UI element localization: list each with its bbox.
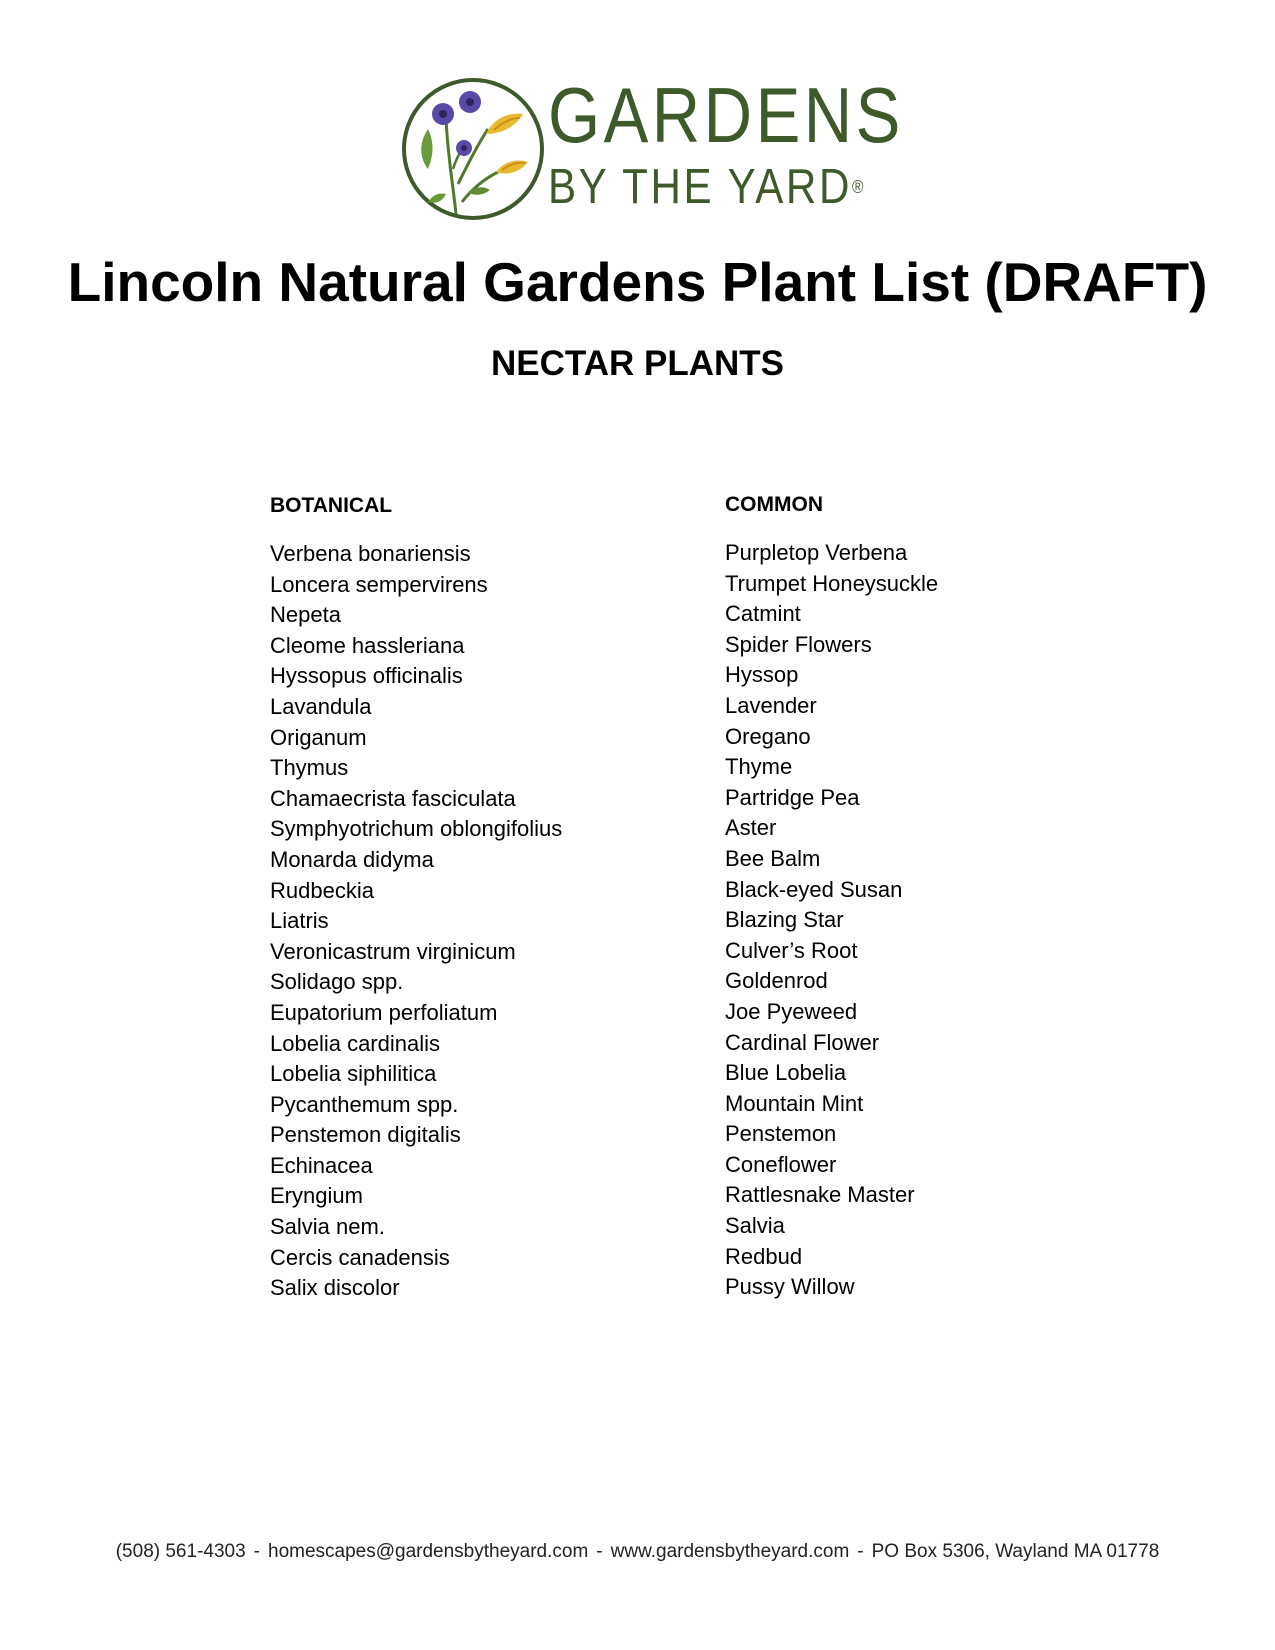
common-name-item: Aster xyxy=(725,815,777,841)
botanical-name-item: Cercis canadensis xyxy=(270,1244,450,1270)
common-name-item: Mountain Mint xyxy=(725,1090,864,1116)
logo-text-gardens: GARDENS xyxy=(548,71,904,159)
botanical-name-item: Salvia nem. xyxy=(270,1214,385,1240)
footer-address: PO Box 5306, Wayland MA 01778 xyxy=(871,1541,1160,1562)
registered-mark: ® xyxy=(851,177,864,197)
common-name-item: Purpletop Verbena xyxy=(725,540,908,565)
common-name-item: Blazing Star xyxy=(725,907,844,933)
botanical-name-item: Eupatorium perfoliatum xyxy=(270,999,498,1025)
botanical-name-item: Chamaecrista fasciculata xyxy=(270,785,516,811)
footer-separator: - xyxy=(857,1541,864,1562)
common-name-item: Pussy Willow xyxy=(725,1274,855,1300)
botanical-name-item: Echinacea xyxy=(270,1152,373,1178)
common-name-item: Cardinal Flower xyxy=(725,1029,880,1055)
common-name-item: Joe Pyeweed xyxy=(725,998,858,1024)
botanical-name-item: Penstemon digitalis xyxy=(270,1122,461,1148)
botanical-name-item: Lobelia siphilitica xyxy=(270,1061,437,1087)
botanical-name-item: Eryngium xyxy=(270,1183,363,1209)
page-title: Lincoln Natural Gardens Plant List (DRAFT) xyxy=(67,251,1208,313)
botanical-name-item: Monarda didyma xyxy=(270,846,434,872)
footer-separator: - xyxy=(596,1541,603,1562)
botanical-name-item: Liatris xyxy=(270,908,329,934)
footer-separator: - xyxy=(253,1541,260,1562)
botanical-name-item: Salix discolor xyxy=(270,1275,400,1301)
botanical-name-item: Cleome hassleriana xyxy=(270,632,465,658)
common-name-item: Bee Balm xyxy=(725,845,821,871)
common-name-item: Oregano xyxy=(725,723,811,749)
logo-text-line2: BY THE YARD xyxy=(548,160,852,214)
section-heading: NECTAR PLANTS xyxy=(491,344,784,383)
footer-website: www.gardensbytheyard.com xyxy=(610,1541,850,1562)
logo-text-by-the-yard xyxy=(548,162,863,212)
common-name-item: Goldenrod xyxy=(725,968,828,994)
botanical-name-item: Pycanthemum spp. xyxy=(270,1091,459,1117)
common-name-item: Salvia xyxy=(725,1213,785,1239)
common-name-item: Blue Lobelia xyxy=(725,1060,847,1086)
common-name-item: Coneflower xyxy=(725,1151,837,1177)
botanical-name-item: Lobelia cardinalis xyxy=(270,1030,440,1056)
contact-footer xyxy=(0,1540,1275,1564)
common-name-item: Thyme xyxy=(725,754,793,780)
botanical-name-item: Origanum xyxy=(270,724,367,750)
common-name-item: Partridge Pea xyxy=(725,784,860,810)
botanical-name-item: Rudbeckia xyxy=(270,877,374,903)
botanical-name-item: Symphyotrichum oblongifolius xyxy=(270,816,563,842)
common-name-item: Culver’s Root xyxy=(725,937,858,963)
footer-phone: (508) 561-4303 xyxy=(115,1541,246,1562)
botanical-name-item: Verbena bonariensis xyxy=(270,541,471,566)
botanical-name-item: Loncera sempervirens xyxy=(270,571,488,597)
common-column-header: COMMON xyxy=(725,493,823,516)
botanical-name-item: Thymus xyxy=(270,755,349,781)
botanical-name-item: Veronicastrum virginicum xyxy=(270,938,516,964)
common-name-item: Lavender xyxy=(725,692,817,718)
botanical-name-item: Solidago spp. xyxy=(270,969,404,995)
common-name-item: Rattlesnake Master xyxy=(725,1182,915,1208)
common-name-item: Trumpet Honeysuckle xyxy=(725,570,939,596)
common-name-item: Penstemon xyxy=(725,1121,837,1147)
common-name-item: Redbud xyxy=(725,1243,803,1269)
botanical-name-item: Hyssopus officinalis xyxy=(270,663,463,689)
botanical-name-item: Nepeta xyxy=(270,602,341,628)
common-name-item: Black-eyed Susan xyxy=(725,876,903,902)
common-name-list xyxy=(725,538,938,1303)
botanical-name-item: Lavandula xyxy=(270,693,372,719)
common-name-item: Spider Flowers xyxy=(725,631,872,657)
botanical-name-list xyxy=(270,539,562,1304)
flower-circle-logo-icon xyxy=(398,74,548,224)
footer-email: homescapes@gardensbytheyard.com xyxy=(268,1541,589,1562)
botanical-column-header: BOTANICAL xyxy=(270,494,393,517)
company-logo xyxy=(398,71,904,224)
common-name-item: Hyssop xyxy=(725,662,799,688)
common-name-item: Catmint xyxy=(725,601,801,627)
